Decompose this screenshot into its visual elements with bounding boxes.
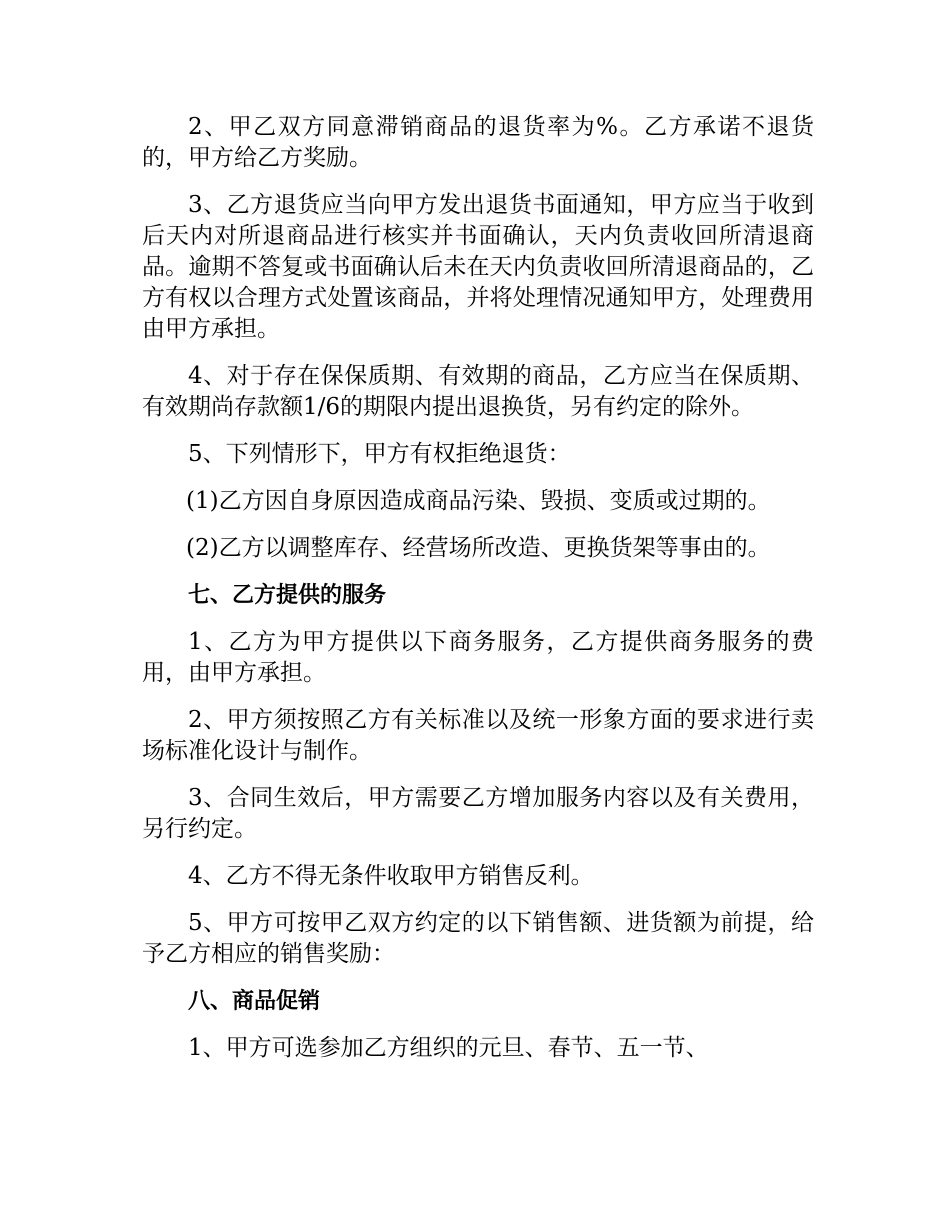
paragraph-service-3: 3、合同生效后，甲方需要乙方增加服务内容以及有关费用，另行约定。 bbox=[142, 785, 814, 842]
document-body bbox=[142, 112, 814, 1080]
list-item-refuse-1: (1)乙方因自身原因造成商品污染、毁损、变质或过期的。 bbox=[186, 488, 771, 514]
paragraph-refuse-return: 5、下列情形下，甲方有权拒绝退货： bbox=[188, 441, 571, 467]
section-heading-promotion: 八、商品促销 bbox=[188, 989, 321, 1014]
paragraph-return-notice: 3、乙方退货应当向甲方发出退货书面通知，甲方应当于收到后天内对所退商品进行核实并书面确认，天内负责收回所清退商品。逾期不答复或书面确认后未在天内负责收回所清退商品的，乙方有权以合理方式处置该商品，并将处理情况通知甲方，处理费用由甲方承担。 bbox=[142, 192, 814, 342]
paragraph-return-rate: 2、甲乙双方同意滞销商品的退货率为%。乙方承诺不退货的，甲方给乙方奖励。 bbox=[142, 114, 814, 171]
paragraph-service-5: 5、甲方可按甲乙双方约定的以下销售额、进货额为前提，给予乙方相应的销售奖励： bbox=[142, 910, 814, 967]
paragraph-promotion-1: 1、甲方可选参加乙方组织的元旦、春节、五一节、 bbox=[188, 1035, 709, 1061]
paragraph-service-4: 4、乙方不得无条件收取甲方销售反利。 bbox=[188, 863, 594, 889]
list-item-refuse-2: (2)乙方以调整库存、经营场所改造、更换货架等事由的。 bbox=[186, 535, 771, 561]
paragraph-service-2: 2、甲方须按照乙方有关标准以及统一形象方面的要求进行卖场标准化设计与制作。 bbox=[142, 707, 814, 764]
paragraph-service-1: 1、乙方为甲方提供以下商务服务，乙方提供商务服务的费用，由甲方承担。 bbox=[142, 629, 814, 686]
section-heading-services: 七、乙方提供的服务 bbox=[188, 583, 387, 608]
paragraph-shelf-life: 4、对于存在保保质期、有效期的商品，乙方应当在保质期、有效期尚存款额1/6的期限内提出退换货，另有约定的除外。 bbox=[142, 363, 814, 420]
